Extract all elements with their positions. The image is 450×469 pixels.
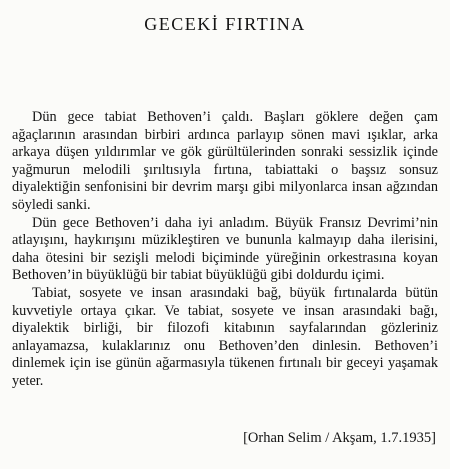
document-title: GECEKİ FIRTINA: [144, 14, 306, 34]
paragraph: Dün gece tabiat Bethoven’i çaldı. Başları göklere değen çam ağaçlarının arasından birbiri ardınca parlayıp sönen mavi ışıklar, arka arkaya düşen yıldırımlar ve gök gürültülerinden sonraki sessizlik içinde yağmurun melodili şırıltısıyla fırtına, tabiattaki o başsız sonsuz diyalektiğin senfonisini bir devrim marşı gibi milyonlarca insan ağzından söyledi sanki.: [12, 109, 438, 213]
document-body: [12, 109, 438, 391]
paragraph: Dün gece Bethoven’i daha iyi anladım. Büyük Fransız Devrimi’nin atlayışını, haykırışını müzikleştiren ve bununla kalmayıp daha ilerisini, daha ötesini bir sezişli melodi biçiminde yüreğinin orkestrasına koyan Bethoven’in büyüklüğü bir tabiat büyüklüğü gibi doldurdu içimi.: [12, 214, 438, 284]
signature: [Orhan Selim / Akşam, 1.7.1935]: [243, 430, 436, 446]
paragraph: Tabiat, sosyete ve insan arasındaki bağ, büyük fırtınalarda bütün kuvvetiyle ortaya çıkar. Ve tabiat, sosyete ve insan arasındaki bağı, diyalektik birliği, bir filozofi kitabının sayfalarından gözleriniz anlayamazsa, kulaklarınız onu Bethoven’den dinlesin. Bethoven’i dinlemek için ise günün ağarmasıyla tükenen fırtınalı bir geceyi yaşamak yeter.: [12, 284, 438, 389]
